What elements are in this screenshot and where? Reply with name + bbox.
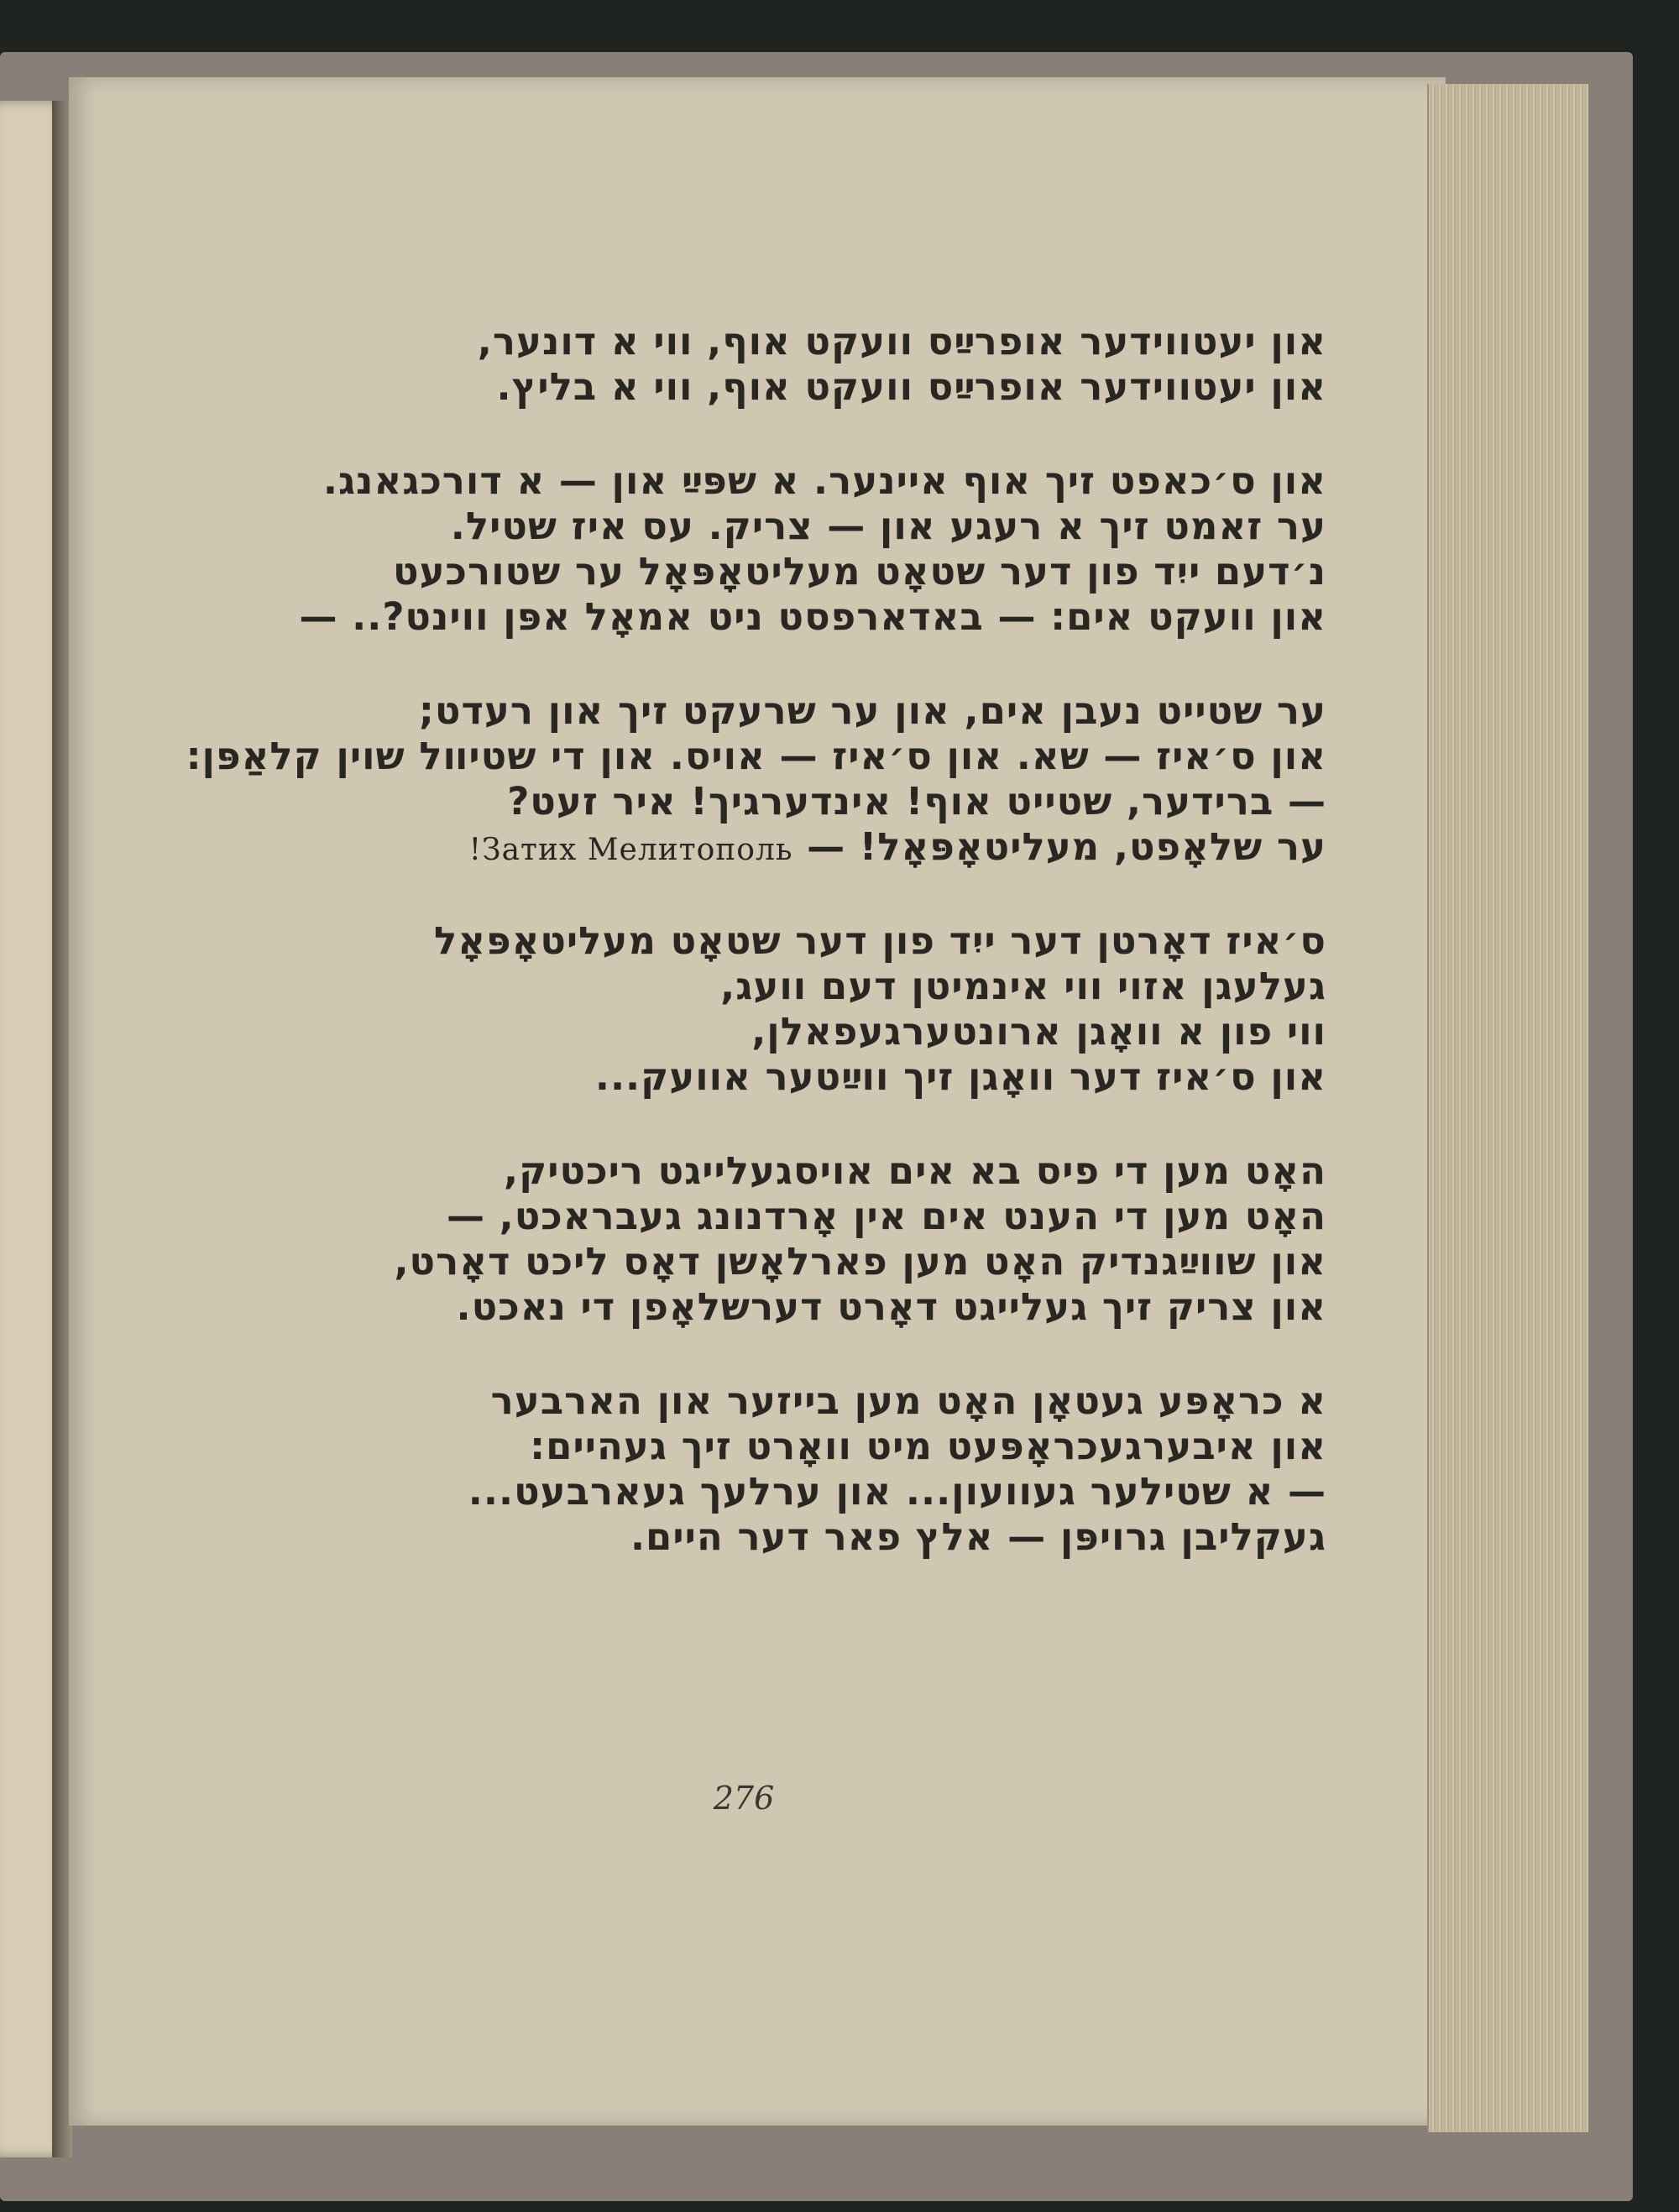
russian-fragment: Затих Мелитополь! (468, 833, 793, 867)
poem-line: — ברידער, שטייט אוף! אינדערגיך! איר זעט? (507, 779, 1326, 824)
stanza-5 (369, 1148, 1326, 1330)
poem-line: ער שטייט נעבן אים, און ער שרעקט זיך און רעדט; (418, 688, 1326, 733)
poem-line: נ׳דעם ייִד פון דער שטאָט מעליטאָפּאָל ער שטורכעט (393, 549, 1326, 594)
page-number: 276 (713, 1780, 775, 1817)
poem-line: און איבערגעכראָפּעט מיט וואָרט זיך געהיים: (530, 1424, 1326, 1468)
poem-line: און ס׳איז דער וואָגן זיך ווײַטער אוועק... (594, 1054, 1326, 1099)
poem-line: און ס׳כאפט זיך אוף איינער. א שפּײַ און — א דורכגאנג. (322, 458, 1326, 503)
poem-text (186, 319, 1326, 1608)
stanza-1 (369, 319, 1326, 410)
stanza-2 (299, 458, 1326, 640)
poem-line: און וועקט אים: — באדארפסט ניט אמאָל אפּן ווינט?.. — (299, 594, 1326, 639)
poem-line-mixed (369, 824, 1326, 870)
poem-line: ווי פון א וואָגן ארונטערגעפאלן, (751, 1009, 1326, 1054)
stanza-6 (369, 1378, 1326, 1560)
poem-line: — א שטילער געוועון... און ערלעך געארבעט... (468, 1469, 1326, 1514)
page-edges (1427, 84, 1588, 2132)
stanza-4 (369, 918, 1326, 1100)
poem-line: געקליבן גרויפּן — אלץ פאר דער היים. (630, 1514, 1326, 1559)
poem-line: האָט מען די הענט אים אין אָרדנונג געבראכט, — (446, 1194, 1326, 1238)
poem-line: ס׳איז דאָרטן דער ייִד פון דער שטאָט מעליטאָפּאָל (434, 918, 1326, 963)
poem-line: און יעטווידער אופרײַס וועקט אוף, ווי א בליץ. (496, 364, 1326, 409)
hebrew-fragment: ער שלאָפט, מעליטאָפּאָל! — (792, 824, 1326, 869)
stanza-3 (186, 688, 1326, 870)
poem-line: און ס׳איז — שא. און ס׳איז — אויס. און די שטיװל שוין קלאַפּן: (186, 734, 1326, 778)
poem-line: און שווײַגנדיק האָט מען פארלאָשן דאָס ליכט דאָרט, (394, 1239, 1326, 1284)
poem-line: ער זאמט זיך א רעגע און — צריק. עס איז שטיל. (450, 504, 1326, 548)
poem-line: א כראָפּע געטאָן האָט מען בייזער און הארבער (490, 1378, 1326, 1423)
poem-line: האָט מען די פיס בא אים אויסגעלייגט ריכטיק, (504, 1148, 1326, 1193)
poem-line: און צריק זיך געלייגט דאָרט דערשלאָפן די נאכט. (456, 1284, 1326, 1329)
poem-line: געלעגן אזוי ווי אינמיטן דעם וועג, (720, 964, 1326, 1008)
poem-line: און יעטווידער אופרײַס וועקט אוף, ווי א דונער, (477, 319, 1326, 363)
